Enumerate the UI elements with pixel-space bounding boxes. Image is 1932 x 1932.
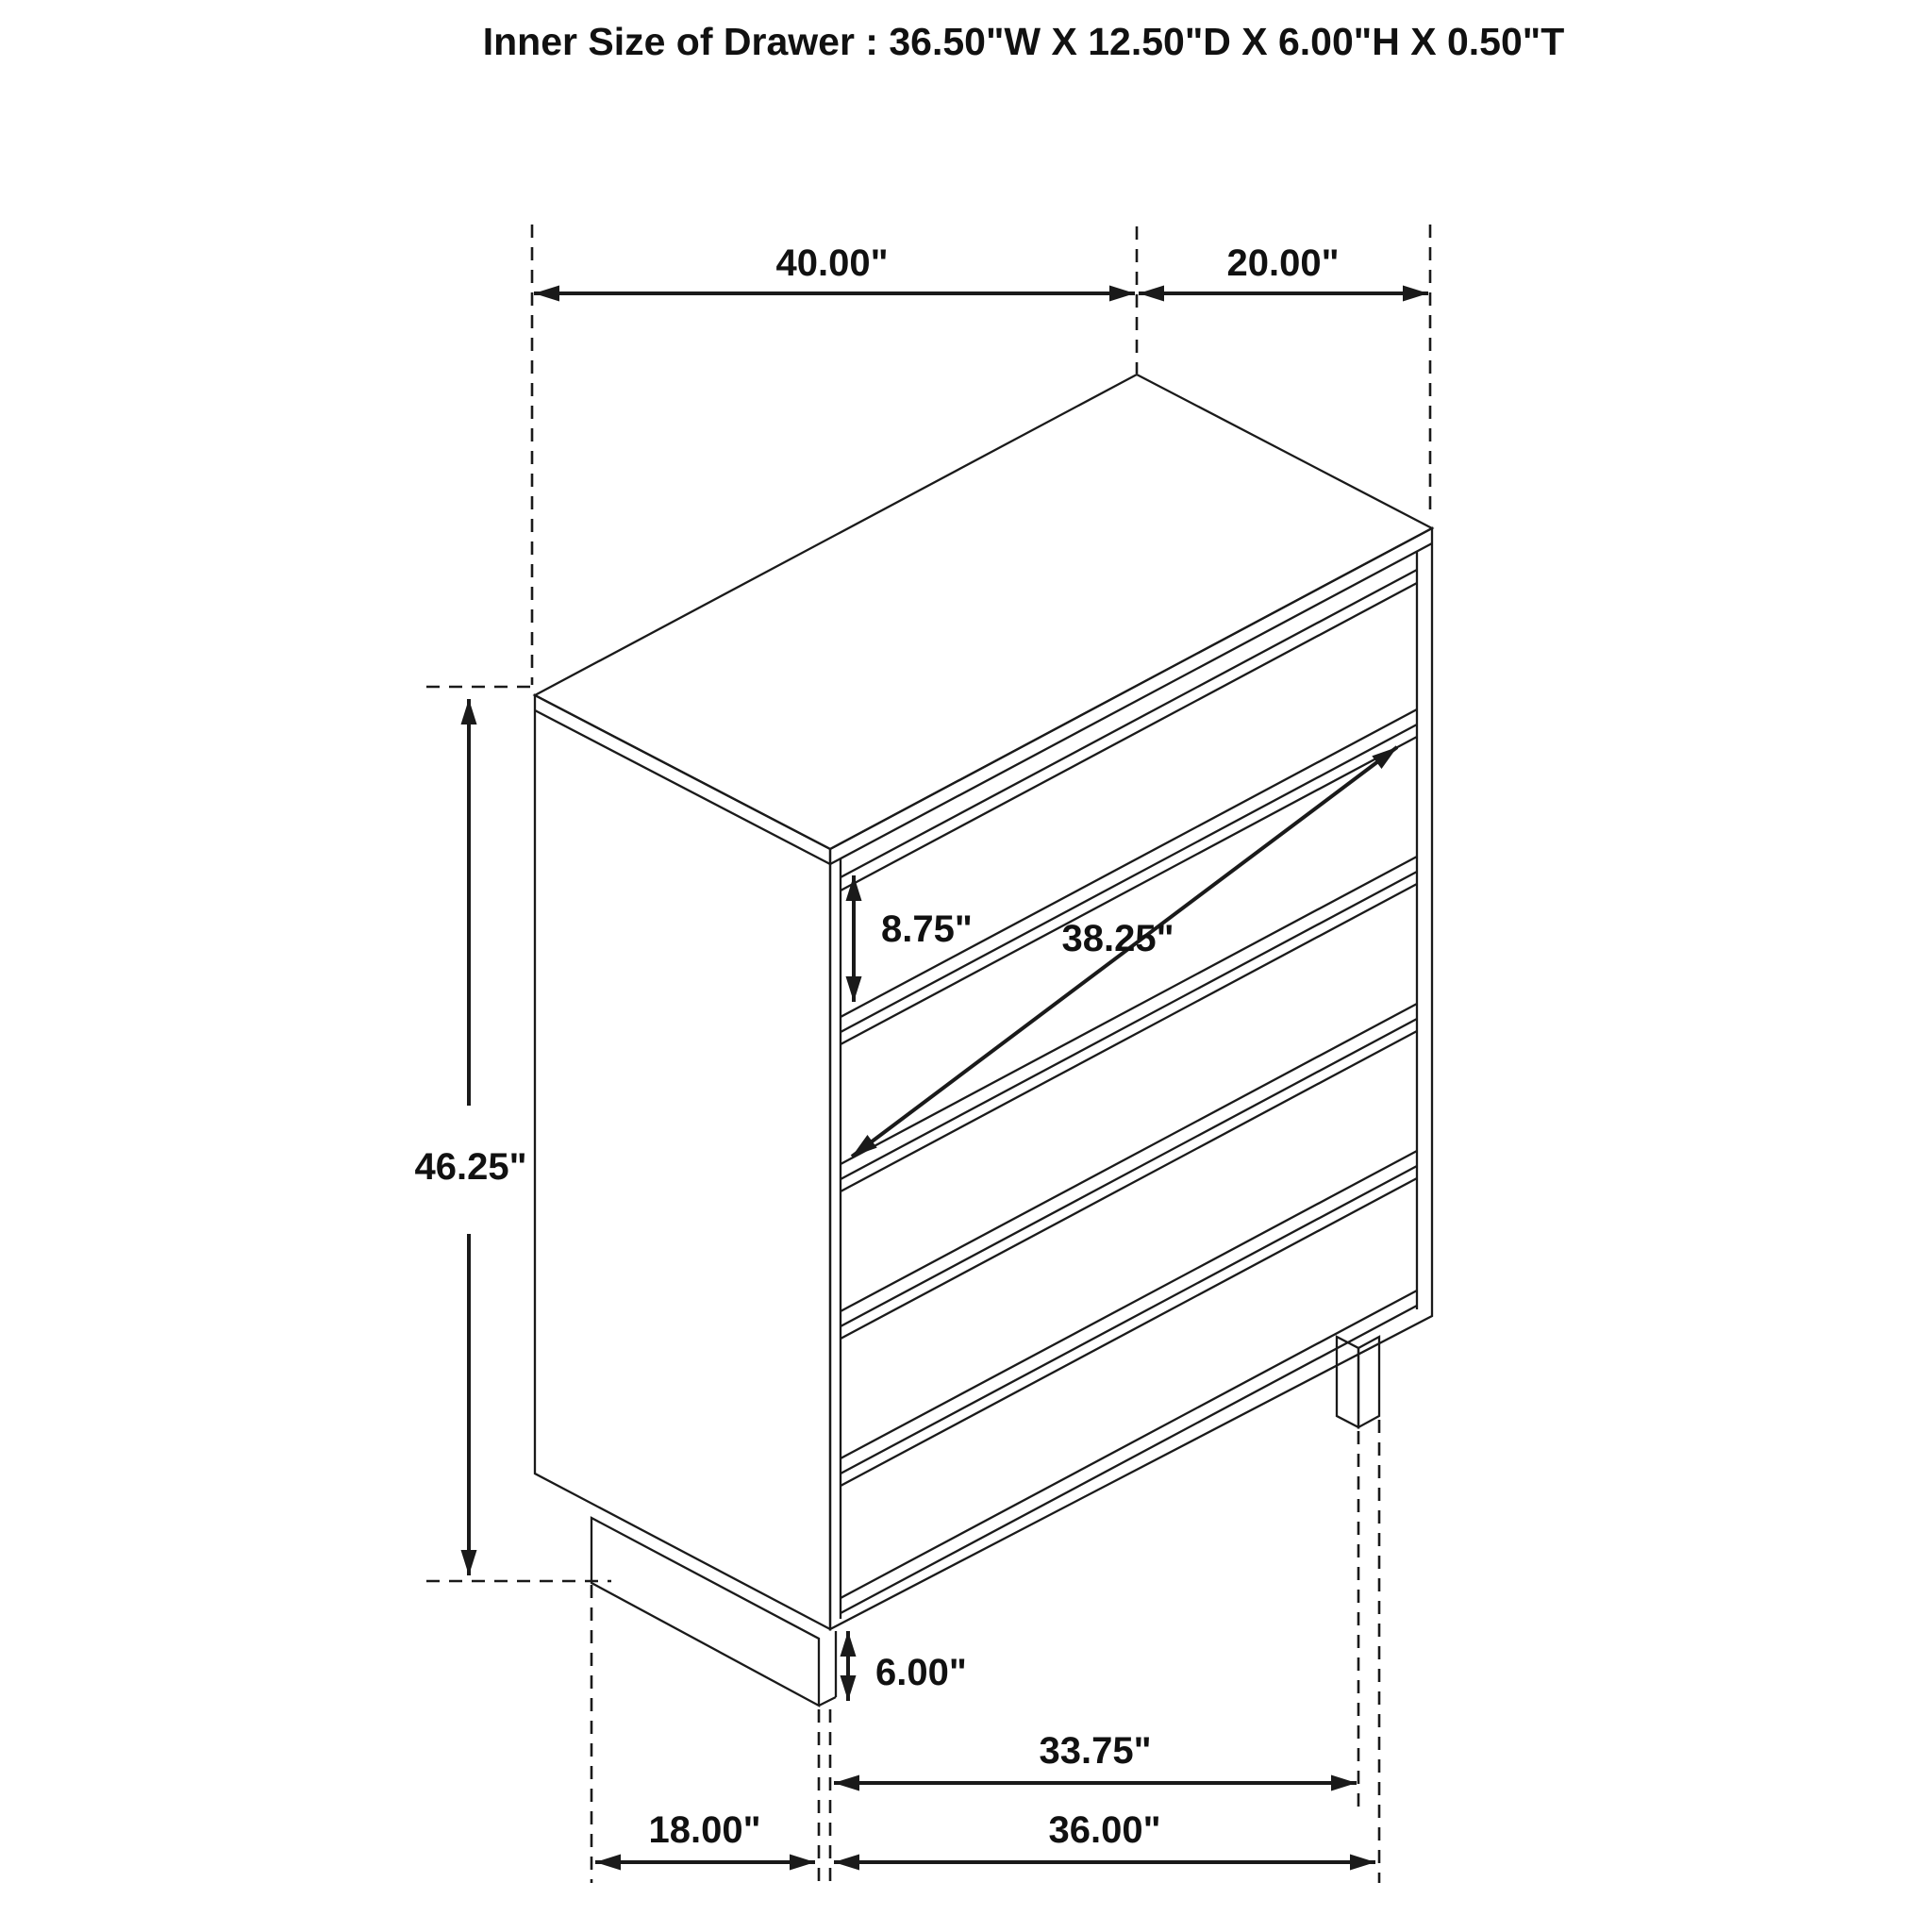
dimension-arrowhead-icon bbox=[852, 1135, 877, 1157]
dimension-top-width bbox=[534, 242, 1135, 302]
drawer-1-bottom-edge bbox=[841, 709, 1417, 1017]
drawer-4-bottom-edge bbox=[841, 1151, 1417, 1458]
front-right-leg-front-face bbox=[1358, 1337, 1379, 1427]
drawer-4-lip-edge bbox=[841, 1031, 1417, 1339]
header bbox=[483, 20, 1565, 63]
dimension-arrowhead-icon bbox=[1109, 286, 1135, 302]
drawer-4-top-edge bbox=[841, 1019, 1417, 1326]
front-left-leg-bottom-edge bbox=[819, 1697, 836, 1706]
dimension-arrowhead-icon bbox=[790, 1855, 815, 1871]
dimension-label-overall-height: 46.25" bbox=[414, 1146, 527, 1188]
front-face-frame bbox=[830, 528, 1432, 1629]
page-title: Inner Size of Drawer : 36.50"W X 12.50"D X 6.00"H X 0.50"T bbox=[482, 20, 1565, 63]
drawer-2-top-edge bbox=[841, 724, 1417, 1032]
chest-cabinet bbox=[535, 375, 1432, 1629]
dimension-arrowhead-icon bbox=[461, 699, 477, 724]
dimension-arrowhead-icon bbox=[1331, 1775, 1357, 1791]
drawer-2-bottom-edge bbox=[841, 857, 1417, 1164]
dimension-label-top-width: 40.00" bbox=[775, 242, 889, 284]
dimension-top-depth bbox=[1139, 242, 1428, 302]
dimension-label-leg-height: 6.00" bbox=[875, 1652, 967, 1693]
dimension-base-width bbox=[834, 1809, 1375, 1871]
dimension-leg-height bbox=[841, 1631, 967, 1701]
dimension-arrowhead-icon bbox=[846, 976, 862, 1002]
dimension-label-leg-span: 33.75" bbox=[1039, 1730, 1152, 1772]
drawer-2-lip-edge bbox=[841, 737, 1417, 1044]
dimension-label-drawer-front-height: 8.75" bbox=[881, 908, 973, 950]
dimension-arrowhead-icon bbox=[1372, 747, 1397, 769]
plinth-left-face bbox=[591, 1518, 819, 1706]
dimension-label-base-depth: 18.00" bbox=[648, 1809, 761, 1851]
dimension-arrowhead-icon bbox=[461, 1550, 477, 1575]
top-slab-edge-front bbox=[830, 543, 1432, 864]
dimension-label-drawer-front-width: 38.25" bbox=[1061, 918, 1174, 959]
dimension-leg-span bbox=[834, 1730, 1357, 1791]
dimension-arrowhead-icon bbox=[834, 1775, 859, 1791]
drawer-5-bottom-edge bbox=[841, 1291, 1417, 1598]
dimension-label-base-width: 36.00" bbox=[1048, 1809, 1161, 1851]
front-right-leg-side-face bbox=[1337, 1337, 1358, 1427]
dimension-arrowhead-icon bbox=[534, 286, 559, 302]
dimension-arrowhead-icon bbox=[846, 875, 862, 901]
drawer-1-top-edge bbox=[841, 570, 1417, 877]
dimension-arrowhead-icon bbox=[595, 1855, 621, 1871]
top-slab-edge-left bbox=[535, 710, 830, 864]
dimension-arrowhead-icon bbox=[841, 1675, 857, 1701]
left-side-panel bbox=[535, 695, 830, 1629]
dimension-arrowhead-icon bbox=[1139, 286, 1164, 302]
drawer-fronts bbox=[841, 570, 1417, 1598]
extension-lines bbox=[426, 225, 1430, 1883]
drawer-1-lip-edge bbox=[841, 583, 1417, 891]
drawer-5-lip-edge bbox=[841, 1178, 1417, 1486]
drawer-3-bottom-edge bbox=[841, 1004, 1417, 1311]
dimension-arrowhead-icon bbox=[834, 1855, 859, 1871]
dimension-label-top-depth: 20.00" bbox=[1226, 242, 1340, 284]
drawer-5-top-edge bbox=[841, 1166, 1417, 1474]
dimension-arrowhead-icon bbox=[1403, 286, 1428, 302]
dimension-base-depth bbox=[595, 1809, 815, 1871]
dimension-arrowhead-icon bbox=[841, 1631, 857, 1657]
top-face bbox=[535, 375, 1432, 849]
dimension-overall-height bbox=[414, 699, 526, 1575]
bottom-rail-inner-edge bbox=[841, 1306, 1417, 1613]
dimension-arrowhead-icon bbox=[1350, 1855, 1375, 1871]
